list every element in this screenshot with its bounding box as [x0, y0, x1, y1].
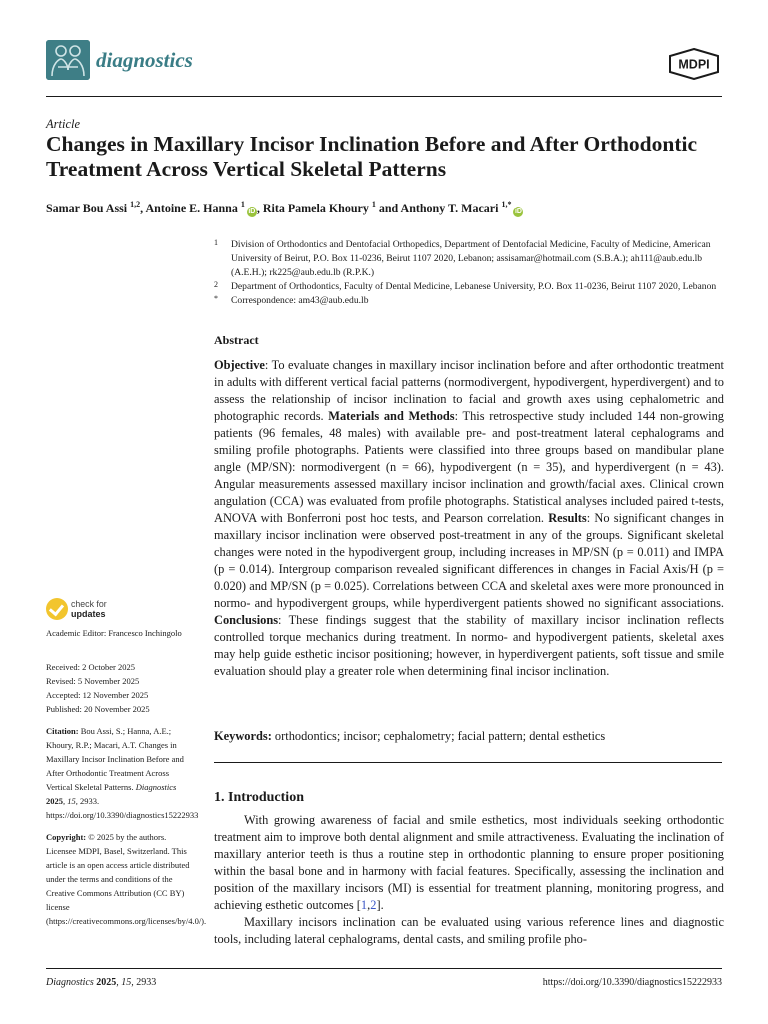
citation-volume: , 15,: [63, 796, 78, 806]
affiliation-mark: 1: [214, 238, 218, 247]
editor-name: Francesco Inchingolo: [108, 628, 182, 638]
author-name: Anthony T. Macari: [400, 201, 499, 215]
citation-link[interactable]: 2: [370, 898, 377, 912]
citation-doi[interactable]: 2933. https://doi.org/10.3390/diagnostics15222933: [46, 796, 199, 820]
citation-year: 2025: [46, 796, 63, 806]
copyright-text: © 2025 by the authors. Licensee MDPI, Basel, Switzerland. This article is an open access article distributed under the terms and conditions of the Creative Commons Attribution (CC BY) license (https://creativecommons.org/licenses/by/4.0/).: [46, 832, 207, 926]
footer-journal: Diagnostics: [46, 977, 94, 988]
abstract-heading: Abstract: [214, 333, 259, 347]
affiliation-mark: 2: [214, 280, 218, 289]
keywords: [214, 728, 724, 745]
citation: [46, 724, 199, 822]
affiliation: [214, 294, 724, 308]
keywords-text: orthodontics; incisor; cephalometry; facial pattern; dental esthetics: [271, 729, 606, 743]
citation-close: ].: [376, 898, 384, 912]
check-updates-text: updates: [71, 609, 106, 619]
copyright-label: Copyright:: [46, 832, 87, 842]
abstract-text: [214, 357, 724, 680]
journal-name[interactable]: diagnostics: [96, 48, 193, 72]
footer-doi-link[interactable]: https://doi.org/10.3390/diagnostics15222933: [542, 977, 722, 988]
footer-year: 2025: [93, 977, 117, 988]
author-name: Samar Bou Assi: [46, 201, 128, 215]
intro-text: Maxillary incisors inclination can be evaluated using various reference lines and diagnostic tools, including lateral cephalograms, dental casts, and smiling profile pho-: [214, 915, 724, 946]
author-affil-mark: 1,2: [130, 200, 141, 209]
check-for-updates-button[interactable]: [46, 598, 156, 622]
abstract-results-label: Results: [548, 511, 587, 525]
header-rule: [46, 96, 722, 97]
check-updates-text: check for: [71, 599, 107, 609]
footer-page: 2933: [133, 977, 157, 988]
orcid-icon[interactable]: iD: [248, 208, 256, 215]
author-list: Samar Bou Assi $^{1,2}$, Antoine E. Hanna $^1$iD , Rita Pamela Khoury $^1$ and Anthony T. Macari $^{1,*}$iD: [46, 200, 522, 215]
date-published: Published: 20 November 2025: [46, 704, 150, 714]
abstract-methods: : This retrospective study included 144 non-growing patients (96 females, 48 males) with available pre- and post-treatment lateral cephalograms and smiling profile photographs. Patients were classified into three groups based on mandibular plane angle (MP/SN): normodivergent (n = 66), hypodivergent (n = 35), and hyperdivergent (n = 43). Angular measurements assessed maxillary incisor inclination and growth/facial axes. Clinical crown angulation (CCA) was evaluated from profile photographs. Statistical analyses included paired t-tests, ANOVA with Bonferroni post hoc tests, and Pearson correlation.: [214, 409, 724, 525]
abstract-objective: : To evaluate changes in maxillary incisor inclination before and after orthodontic treatment in adults with different vertical facial patterns (normodivergent, hypodivergent, hyperdivergent) and to assess the relationship of incisor inclination to facial and growth axes using cephalometric and photographic records.: [214, 358, 724, 423]
mdpi-logo-icon: [668, 48, 720, 80]
correspondence[interactable]: Correspondence: am43@aub.edu.lb: [231, 295, 369, 306]
publication-dates: [46, 660, 196, 716]
mdpi-logo[interactable]: [668, 48, 720, 80]
author-affil-mark: 1,*: [501, 200, 512, 209]
date-accepted: Accepted: 12 November 2025: [46, 690, 149, 700]
intro-text: With growing awareness of facial and smile esthetics, most individuals seeking orthodontic treatment aim to improve both dental alignment and smile attractiveness. Evaluating the inclination of maxillary anterior teeth is thus a routine step in orthodontic planning to ensure proper positioning within the basal bone and in harmony with facial features. Specifically, assessing the inclination and position of the maxillary incisors (MI) is essential for treatment planning, monitoring progress, and achieving esthetic outcomes [: [214, 813, 724, 912]
intro-paragraph: [214, 812, 724, 914]
author-name: Antoine E. Hanna: [145, 201, 238, 215]
mdpi-logo-text: MDPI: [678, 57, 710, 72]
author-affil-mark: 1: [371, 200, 376, 209]
abstract-conclusions: : These findings suggest that the stability of maxillary incisor inclination reflects controlled torque mechanics during treatment. In normo- and hypodivergent patients, skeletal axes may help guide esthetic incisor positioning; however, in hyperdivergent patients, soft tissue and smile evaluation should play a greater role when determining final incisor inclination.: [214, 613, 724, 678]
date-received: Received: 2 October 2025: [46, 662, 135, 672]
journal-logo: [46, 40, 90, 80]
affiliations: [214, 238, 724, 308]
citation-link[interactable]: 1: [360, 898, 368, 912]
date-revised: Revised: 5 November 2025: [46, 676, 140, 686]
citation-separator: ,: [367, 898, 371, 912]
copyright: [46, 830, 207, 928]
affiliation: [214, 238, 724, 280]
affiliation-mark: *: [214, 294, 218, 303]
orcid-icon[interactable]: iD: [514, 208, 522, 215]
affiliation-text: Division of Orthodontics and Dentofacial Orthopedics, Department of Dentofacial Medicine, Faculty of Medicine, American University of Beirut, P.O. Box 11-0236, Beirut 1107 2020, Lebanon; assisamar@hotmail.com (S.B.A.); ah111@aub.edu.lb (A.E.H.); rk225@aub.edu.lb (R.P.K.): [231, 239, 711, 278]
citation-label: Citation:: [46, 726, 79, 736]
keywords-label: Keywords:: [214, 729, 272, 743]
intro-paragraph: [214, 914, 724, 948]
affiliation-text: Department of Orthodontics, Faculty of Dental Medicine, Lebanese University, P.O. Box 11-0236, Beirut 1107 2020, Lebanon: [231, 281, 717, 292]
article-title: Changes in Maxillary Incisor Inclination Before and After Orthodontic Treatment Across Vertical Skeletal Patterns: [46, 132, 697, 181]
abstract-conclusions-label: Conclusions: [214, 613, 279, 627]
footer-volume: , 15,: [116, 977, 134, 988]
article-type: Article: [46, 117, 81, 131]
check-updates-icon: [46, 598, 68, 620]
footer-rule: [46, 968, 722, 969]
editor-label: Academic Editor:: [46, 628, 109, 638]
citation-journal: Diagnostics: [135, 782, 177, 792]
abstract-objective-label: Objective: [214, 358, 265, 372]
affiliation: [214, 280, 724, 294]
academic-editor: [46, 626, 196, 640]
journal-logo-icon: [46, 40, 90, 80]
abstract-results: : No significant changes in maxillary incisor inclination were observed post-treatment in any of the groups. Significant skeletal changes were noted in the hypodivergent group, including increases in MP/SN (p = 0.011) and IMPA (p = 0.014). Intergroup comparison revealed significant differences in changes in Facial Axis/H (p = 0.020) and MP/SN (p = 0.025). Correlations between CCA and skeletal axes were more pronounced in normo- and hypodivergent groups, while hyperdivergent patients showed no significant associations.: [214, 511, 724, 610]
section-heading: 1. Introduction: [214, 790, 304, 805]
author-name: Rita Pamela Khoury: [262, 201, 369, 215]
citation-text: Bou Assi, S.; Hanna, A.E.; Khoury, R.P.; Macari, A.T. Changes in Maxillary Incisor Inclination Before and After Orthodontic Treatment Across Vertical Skeletal Patterns.: [46, 726, 184, 792]
author-affil-mark: 1: [240, 200, 245, 209]
footer-citation: [46, 977, 156, 988]
abstract-rule: [214, 762, 722, 763]
abstract-methods-label: Materials and Methods: [328, 409, 455, 423]
